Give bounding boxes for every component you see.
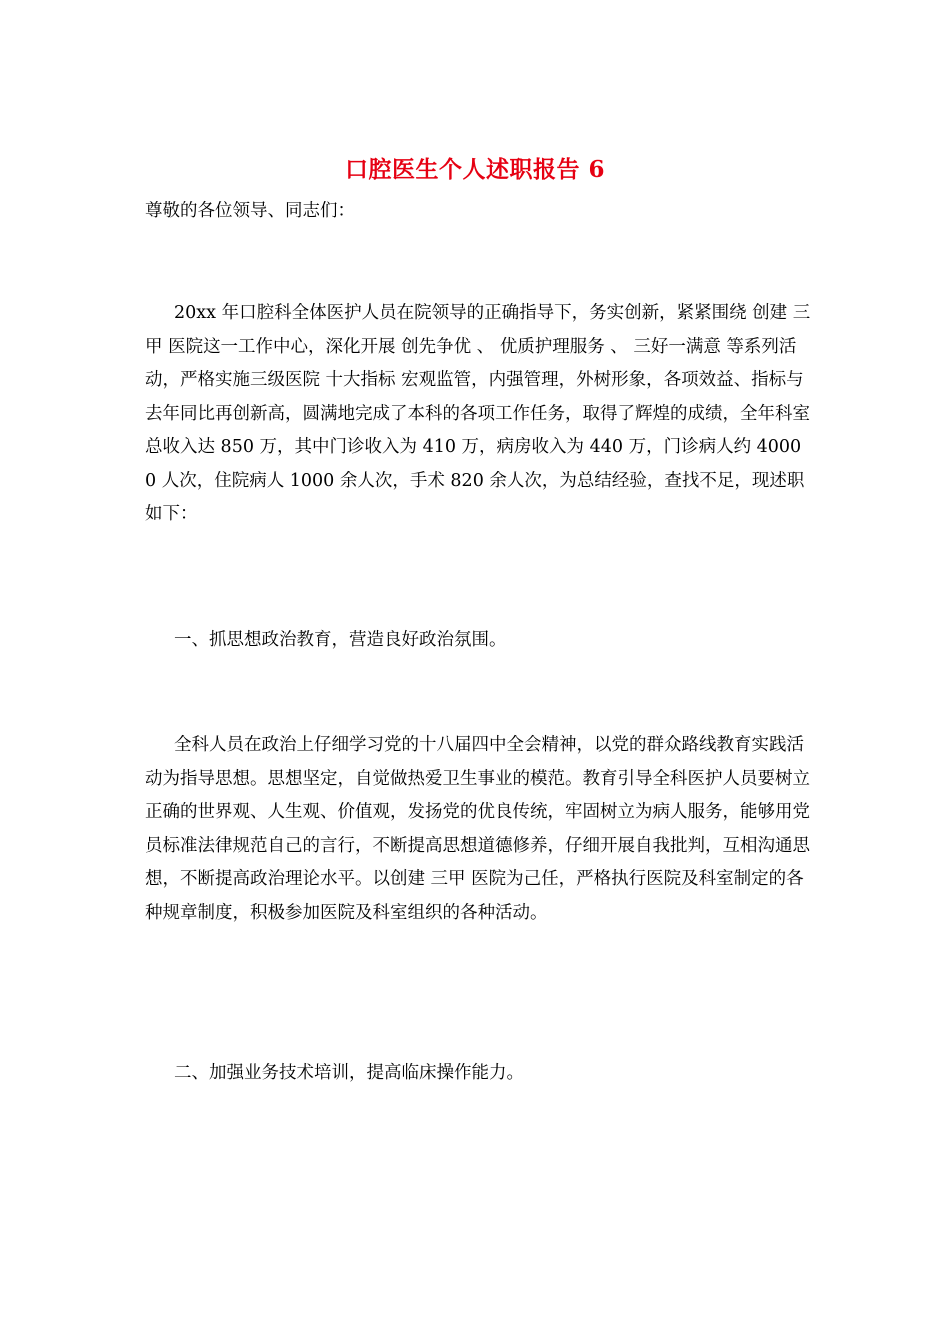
paragraph-intro: 20xx 年口腔科全体医护人员在院领导的正确指导下，务实创新，紧紧围绕 创建 三甲 医院这一工作中心，深化开展 创先争优 、 优质护理服务 、 三好一满意 等系列活动，严格实施三级医院 十大指标 宏观监管，内强管理，外树形象，各项效益、指标与去年同比再创新高，圆满地完成了本科的各项工作任务，取得了辉煌的成绩，全年科室总收入达 850 万，其中门诊收入为 410 万，病房收入为 440 万，门诊病人约 40000 人次，住院病人 1000 余人次，手术 820 余人次，为总结经验，查找不足，现述职如下： [145, 303, 811, 524]
salutation: 尊敬的各位领导、同志们： [145, 201, 355, 221]
section-heading-2: 二、加强业务技术培训，提高临床操作能力。 [174, 1063, 524, 1083]
paragraph-political-education: 全科人员在政治上仔细学习党的十八届四中全会精神，以党的群众路线教育实践活动为指导思想。思想坚定，自觉做热爱卫生事业的模范。教育引导全科医护人员要树立正确的世界观、人生观、价值观，发扬党的优良传统，牢固树立为病人服务，能够用党员标准法律规范自己的言行，不断提高思想道德修养，仔细开展自我批判，互相沟通思想，不断提高政治理论水平。以创建 三甲 医院为己任，严格执行医院及科室制定的各种规章制度，积极参加医院及科室组织的各种活动。 [145, 735, 810, 923]
section-heading-1: 一、抓思想政治教育，营造良好政治氛围。 [174, 630, 507, 650]
document-title: 口腔医生个人述职报告 6 [344, 156, 605, 183]
